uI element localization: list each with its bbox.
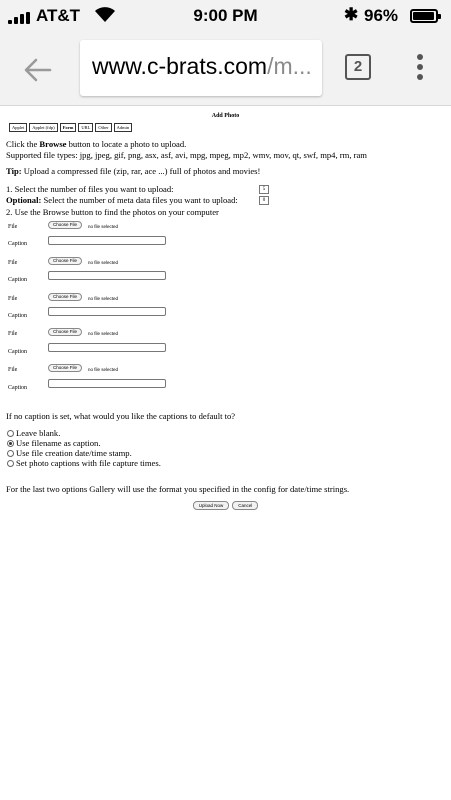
file-label: File — [8, 224, 18, 230]
caption-input[interactable] — [48, 343, 166, 352]
url-host: www.c-brats.com — [92, 53, 268, 79]
choose-file-button[interactable]: Choose File — [48, 364, 82, 372]
no-file-text: no file selected — [88, 331, 119, 336]
file-label: File — [8, 367, 18, 373]
file-label: File — [8, 331, 18, 337]
tab-applet-fdp[interactable]: Applet (fdp) — [29, 123, 57, 132]
no-file-text: no file selected — [88, 224, 119, 229]
no-file-text: no file selected — [88, 296, 119, 301]
caption-label: Caption — [8, 349, 27, 355]
file-label: File — [8, 260, 18, 266]
upload-now-button[interactable]: Upload Now — [193, 501, 230, 510]
choose-file-button[interactable]: Choose File — [48, 293, 82, 301]
no-file-text: no file selected — [88, 260, 119, 265]
radio-button[interactable] — [7, 460, 14, 467]
date-format-note: For the last two options Gallery will use the format you specified in the config for date/time strings. — [6, 484, 350, 494]
tab-switcher-button[interactable]: 2 — [345, 54, 371, 80]
caption-label: Caption — [8, 277, 27, 283]
caption-option-capture-times[interactable] — [7, 458, 161, 469]
option-label: Set photo captions with file capture times. — [16, 458, 161, 468]
back-arrow-icon[interactable] — [22, 54, 54, 86]
battery-icon — [410, 9, 438, 23]
tip-text — [6, 166, 260, 177]
choose-file-button[interactable]: Choose File — [48, 328, 82, 336]
caption-input[interactable] — [48, 307, 166, 316]
tab-admin[interactable]: Admin — [114, 123, 133, 132]
battery-percent: 96% — [364, 6, 399, 25]
status-bar — [0, 0, 451, 34]
choose-file-button[interactable]: Choose File — [48, 257, 82, 265]
option-label: Leave blank. — [16, 428, 61, 438]
radio-button[interactable] — [7, 440, 14, 447]
choose-file-button[interactable]: Choose File — [48, 221, 82, 229]
tab-other[interactable]: Other — [95, 123, 111, 132]
cancel-button[interactable]: Cancel — [232, 501, 258, 510]
caption-label: Caption — [8, 241, 27, 247]
intro-text — [6, 139, 186, 150]
caption-input[interactable] — [48, 271, 166, 280]
address-bar[interactable] — [80, 40, 322, 96]
option-label: Use file creation date/time stamp. — [16, 448, 132, 458]
battery-level — [413, 12, 434, 20]
optional-body: Select the number of meta data files you want to upload: — [41, 195, 238, 205]
step-2: 2. Use the Browse button to find the photos on your computer — [6, 207, 219, 217]
radio-button[interactable] — [7, 450, 14, 457]
carrier-name: AT&T — [36, 6, 81, 25]
page-title: Add Photo — [211, 113, 240, 119]
meta-count-select[interactable]: 0 — [259, 196, 269, 205]
no-file-text: no file selected — [88, 367, 119, 372]
step-1: 1. Select the number of files you want to upload: — [6, 184, 174, 194]
option-label: Use filename as caption. — [16, 438, 101, 448]
optional-step — [6, 195, 238, 206]
bluetooth-icon: ✱ — [344, 5, 359, 24]
action-buttons — [0, 501, 451, 510]
caption-input[interactable] — [48, 379, 166, 388]
clock: 9:00 PM — [193, 6, 258, 25]
caption-label: Caption — [8, 313, 27, 319]
intro-post: button to locate a photo to upload. — [66, 139, 187, 149]
caption-question: If no caption is set, what would you like the captions to default to? — [6, 411, 236, 421]
browser-toolbar — [0, 34, 451, 106]
caption-label: Caption — [8, 385, 27, 391]
mode-tabs — [9, 123, 132, 132]
radio-button[interactable] — [7, 430, 14, 437]
optional-label: Optional: — [6, 195, 42, 205]
url-path: /m... — [267, 53, 312, 79]
caption-input[interactable] — [48, 236, 166, 245]
file-label: File — [8, 296, 18, 302]
tab-url[interactable]: URL — [78, 123, 93, 132]
intro-bold: Browse — [39, 139, 67, 149]
tip-body: Upload a compressed file (zip, rar, ace ...) full of photos and movies! — [21, 166, 261, 176]
supported-types: Supported file types: jpg, jpeg, gif, png, asx, asf, avi, mpg, mpeg, mp2, wmv, mov, qt, swf, mp4, rm, ram — [6, 150, 367, 160]
tip-label: Tip: — [6, 166, 22, 176]
tab-form[interactable]: Form — [60, 123, 77, 132]
tab-applet[interactable]: Applet — [9, 123, 27, 132]
file-count-select[interactable]: 5 — [259, 185, 269, 194]
more-vert-icon[interactable] — [413, 54, 427, 82]
intro-pre: Click the — [6, 139, 40, 149]
